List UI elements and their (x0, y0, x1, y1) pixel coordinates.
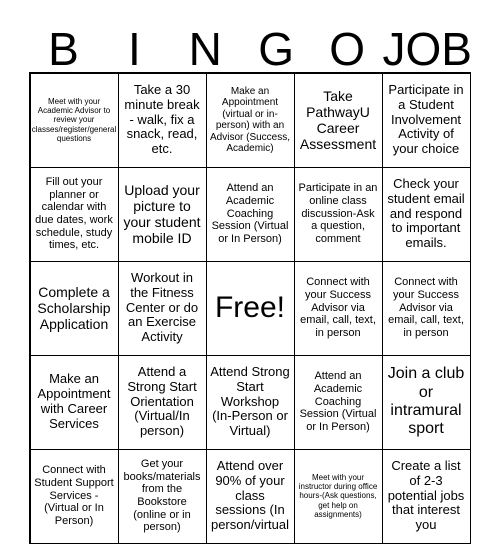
bingo-cell[interactable]: Create a list of 2-3 potential jobs that interest you (382, 449, 471, 544)
bingo-cell[interactable]: Get your books/materials from the Bookstore (online or in person) (118, 449, 207, 544)
bingo-cell[interactable]: Participate in a Student Involvement Activity of your choice (382, 73, 471, 168)
bingo-cell[interactable]: Join a club or intramural sport (382, 355, 471, 450)
bingo-cell[interactable]: Check your student email and respond to important emails. (382, 167, 471, 262)
bingo-cell[interactable]: Attend over 90% of your class sessions (In person/virtual (206, 449, 295, 544)
bingo-cell[interactable]: Upload your picture to your student mobile ID (118, 167, 207, 262)
bingo-cell[interactable]: Complete a Scholarship Application (30, 261, 119, 356)
title-letter-n: N (188, 23, 222, 75)
bingo-cell[interactable]: Attend Strong Start Workshop (In-Person or Virtual) (206, 355, 295, 450)
bingo-cell[interactable]: Meet with your instructor during office hours-(Ask questions, get help on assignments) (294, 449, 383, 544)
bingo-cell[interactable]: Connect with your Success Advisor via email, call, text, in person (382, 261, 471, 356)
bingo-cell[interactable]: Workout in the Fitness Center or do an Exercise Activity (118, 261, 207, 356)
bingo-title (28, 22, 472, 76)
bingo-cell[interactable]: Meet with your Academic Advisor to review your classes/register/general questions (30, 73, 119, 168)
title-letter-job: JOB (382, 23, 472, 75)
bingo-cell[interactable]: Attend an Academic Coaching Session (Virtual or In Person) (206, 167, 295, 262)
title-letter-b: B (48, 23, 79, 75)
bingo-cell[interactable]: Connect with Student Support Services - (Virtual or In Person) (30, 449, 119, 544)
bingo-cell[interactable]: Take a 30 minute break - walk, fix a snack, read, etc. (118, 73, 207, 168)
bingo-cell[interactable]: Make an Appointment with Career Services (30, 355, 119, 450)
title-letter-o: O (329, 23, 365, 75)
bingo-cell[interactable]: Attend a Strong Start Orientation (Virtual/In person) (118, 355, 207, 450)
title-letter-g: G (258, 23, 295, 75)
bingo-cell[interactable]: Fill out your planner or calendar with due dates, work schedule, study times, etc. (30, 167, 119, 262)
bingo-cell[interactable]: Make an Appointment (virtual or in-person) with an Advisor (Success, Academic) (206, 73, 295, 168)
bingo-board (29, 72, 471, 544)
free-space[interactable]: Free! (206, 261, 295, 356)
title-letter-i: I (127, 23, 141, 75)
bingo-cell[interactable]: Participate in an online class discussion-Ask a question, comment (294, 167, 383, 262)
bingo-cell[interactable]: Take PathwayU Career Assessment (294, 73, 383, 168)
bingo-cell[interactable]: Connect with your Success Advisor via email, call, text, in person (294, 261, 383, 356)
bingo-cell[interactable]: Attend an Academic Coaching Session (Virtual or In Person) (294, 355, 383, 450)
